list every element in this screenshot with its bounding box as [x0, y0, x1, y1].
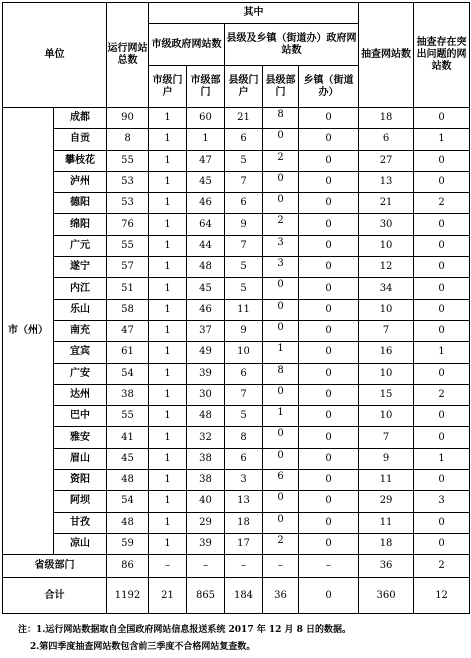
value-cell: 1	[149, 171, 187, 192]
header-county-portal: 县级门户	[225, 66, 263, 108]
value-cell: 47	[107, 320, 149, 341]
row-label: 省级部门	[3, 555, 107, 578]
city-name: 宜宾	[54, 342, 107, 363]
value-cell: 3	[263, 257, 299, 278]
value-cell: 0	[299, 108, 359, 129]
value-cell: –	[149, 555, 187, 578]
value-cell: 55	[107, 406, 149, 427]
value-cell: 1	[149, 214, 187, 235]
value-cell: 2	[263, 533, 299, 554]
city-name: 凉山	[54, 533, 107, 554]
value-cell: 1	[149, 235, 187, 256]
value-cell: 58	[107, 299, 149, 320]
value-cell: 18	[359, 533, 414, 554]
value-cell: 0	[263, 129, 299, 150]
table-row	[3, 278, 470, 299]
value-cell: 0	[299, 171, 359, 192]
city-name: 德阳	[54, 193, 107, 214]
value-cell: 54	[107, 363, 149, 384]
value-cell: 48	[187, 406, 225, 427]
table-body	[3, 108, 470, 614]
value-cell: 1	[149, 491, 187, 512]
city-name: 达州	[54, 384, 107, 405]
value-cell: 360	[359, 578, 414, 614]
city-name: 成都	[54, 108, 107, 129]
value-cell: 9	[225, 214, 263, 235]
value-cell: 55	[107, 150, 149, 171]
value-cell: 29	[187, 512, 225, 533]
value-cell: 0	[299, 470, 359, 491]
value-cell: 1	[149, 406, 187, 427]
city-name: 资阳	[54, 470, 107, 491]
value-cell: 18	[225, 512, 263, 533]
value-cell: 0	[263, 299, 299, 320]
table-row	[3, 171, 470, 192]
value-cell: 29	[359, 491, 414, 512]
value-cell: 1	[149, 384, 187, 405]
value-cell: 48	[107, 512, 149, 533]
value-cell: 1	[414, 129, 470, 150]
value-cell: 0	[263, 512, 299, 533]
value-cell: 0	[414, 108, 470, 129]
value-cell: 0	[299, 299, 359, 320]
value-cell: 1	[149, 470, 187, 491]
value-cell: 30	[187, 384, 225, 405]
value-cell: 0	[263, 171, 299, 192]
value-cell: 5	[225, 257, 263, 278]
value-cell: –	[299, 555, 359, 578]
value-cell: 10	[359, 299, 414, 320]
table-row	[3, 512, 470, 533]
value-cell: 5	[225, 150, 263, 171]
group-label-city-prefecture: 市（州）	[3, 108, 54, 555]
city-name: 攀枝花	[54, 150, 107, 171]
value-cell: 2	[263, 150, 299, 171]
value-cell: 37	[187, 320, 225, 341]
value-cell: –	[263, 555, 299, 578]
value-cell: 7	[359, 320, 414, 341]
city-name: 广元	[54, 235, 107, 256]
value-cell: 0	[299, 363, 359, 384]
value-cell: 0	[414, 363, 470, 384]
header-total-sites: 运行网站总数	[107, 3, 149, 108]
value-cell: 2	[263, 214, 299, 235]
value-cell: 1	[414, 448, 470, 469]
value-cell: 21	[225, 108, 263, 129]
value-cell: 0	[414, 512, 470, 533]
value-cell: 1	[149, 257, 187, 278]
value-cell: 16	[359, 342, 414, 363]
row-label: 合计	[3, 578, 107, 614]
value-cell: 44	[187, 235, 225, 256]
table-row	[3, 470, 470, 491]
value-cell: 7	[225, 235, 263, 256]
value-cell: 39	[187, 363, 225, 384]
value-cell: 0	[263, 448, 299, 469]
value-cell: 5	[225, 406, 263, 427]
value-cell: 1	[149, 342, 187, 363]
value-cell: 32	[187, 427, 225, 448]
city-name: 乐山	[54, 299, 107, 320]
value-cell: 36	[359, 555, 414, 578]
value-cell: 8	[225, 427, 263, 448]
value-cell: 13	[359, 171, 414, 192]
value-cell: 0	[299, 491, 359, 512]
table-row	[3, 320, 470, 341]
value-cell: 30	[359, 214, 414, 235]
value-cell: 15	[359, 384, 414, 405]
value-cell: 45	[107, 448, 149, 469]
value-cell: 3	[225, 470, 263, 491]
value-cell: 38	[187, 448, 225, 469]
value-cell: 0	[414, 299, 470, 320]
value-cell: 21	[359, 193, 414, 214]
value-cell: 0	[263, 320, 299, 341]
value-cell: 57	[107, 257, 149, 278]
value-cell: 0	[263, 427, 299, 448]
value-cell: 0	[414, 257, 470, 278]
value-cell: 0	[414, 320, 470, 341]
value-cell: 18	[359, 108, 414, 129]
value-cell: 5	[225, 278, 263, 299]
header-county-dept: 县级部门	[263, 66, 299, 108]
value-cell: 60	[187, 108, 225, 129]
website-statistics-table	[2, 2, 470, 614]
value-cell: 0	[299, 150, 359, 171]
table-row	[3, 108, 470, 129]
total-row	[3, 578, 470, 614]
header-of-which: 其中	[149, 3, 359, 24]
value-cell: 0	[299, 578, 359, 614]
value-cell: 17	[225, 533, 263, 554]
city-name: 雅安	[54, 427, 107, 448]
value-cell: 0	[299, 427, 359, 448]
city-name: 遂宁	[54, 257, 107, 278]
value-cell: 8	[263, 108, 299, 129]
value-cell: 1	[187, 129, 225, 150]
header-unit: 单位	[3, 3, 107, 108]
city-name: 南充	[54, 320, 107, 341]
value-cell: 1	[149, 193, 187, 214]
table-row	[3, 363, 470, 384]
header-problem-sites: 抽查存在突出问题的网站数	[414, 3, 470, 108]
value-cell: 27	[359, 150, 414, 171]
value-cell: 0	[263, 278, 299, 299]
value-cell: 12	[359, 257, 414, 278]
value-cell: 8	[263, 363, 299, 384]
value-cell: 47	[187, 150, 225, 171]
table-row	[3, 214, 470, 235]
table-row	[3, 342, 470, 363]
city-name: 眉山	[54, 448, 107, 469]
value-cell: 36	[263, 578, 299, 614]
table-row	[3, 299, 470, 320]
value-cell: 0	[414, 470, 470, 491]
value-cell: 48	[107, 470, 149, 491]
value-cell: 21	[149, 578, 187, 614]
value-cell: 12	[414, 578, 470, 614]
value-cell: 41	[107, 427, 149, 448]
value-cell: 38	[107, 384, 149, 405]
table-row	[3, 150, 470, 171]
value-cell: 1	[149, 129, 187, 150]
value-cell: 0	[299, 235, 359, 256]
value-cell: 48	[187, 257, 225, 278]
table-row	[3, 129, 470, 150]
value-cell: 0	[299, 257, 359, 278]
value-cell: 2	[414, 384, 470, 405]
table-row	[3, 533, 470, 554]
value-cell: 3	[263, 235, 299, 256]
value-cell: 0	[414, 406, 470, 427]
header-city-sites: 市级政府网站数	[149, 24, 225, 66]
city-name: 绵阳	[54, 214, 107, 235]
value-cell: 865	[187, 578, 225, 614]
value-cell: 1	[149, 533, 187, 554]
header-city-portal: 市级门户	[149, 66, 187, 108]
value-cell: 2	[414, 193, 470, 214]
provincial-row	[3, 555, 470, 578]
value-cell: 1192	[107, 578, 149, 614]
value-cell: 45	[187, 278, 225, 299]
value-cell: 40	[187, 491, 225, 512]
table-row	[3, 406, 470, 427]
value-cell: 0	[263, 384, 299, 405]
table-row	[3, 193, 470, 214]
table-row	[3, 448, 470, 469]
value-cell: 61	[107, 342, 149, 363]
value-cell: 0	[299, 533, 359, 554]
value-cell: 1	[149, 150, 187, 171]
header-city-dept: 市级部门	[187, 66, 225, 108]
value-cell: 46	[187, 193, 225, 214]
value-cell: 0	[414, 214, 470, 235]
value-cell: 0	[263, 193, 299, 214]
value-cell: 53	[107, 193, 149, 214]
value-cell: 1	[414, 342, 470, 363]
value-cell: 0	[299, 448, 359, 469]
value-cell: 1	[149, 278, 187, 299]
value-cell: –	[225, 555, 263, 578]
value-cell: 9	[359, 448, 414, 469]
value-cell: 7	[359, 427, 414, 448]
city-name: 自贡	[54, 129, 107, 150]
value-cell: 0	[299, 129, 359, 150]
table-row	[3, 427, 470, 448]
value-cell: 1	[149, 448, 187, 469]
value-cell: 1	[149, 299, 187, 320]
value-cell: 76	[107, 214, 149, 235]
value-cell: 3	[414, 491, 470, 512]
header-township: 乡镇（街道办）	[299, 66, 359, 108]
value-cell: 34	[359, 278, 414, 299]
value-cell: 1	[149, 108, 187, 129]
city-name: 甘孜	[54, 512, 107, 533]
table-row	[3, 257, 470, 278]
footnotes	[18, 622, 463, 656]
value-cell: 1	[263, 406, 299, 427]
value-cell: 86	[107, 555, 149, 578]
value-cell: 0	[263, 491, 299, 512]
value-cell: 45	[187, 171, 225, 192]
value-cell: 2	[414, 555, 470, 578]
value-cell: 0	[299, 278, 359, 299]
value-cell: 38	[187, 470, 225, 491]
value-cell: 0	[299, 406, 359, 427]
city-name: 内江	[54, 278, 107, 299]
value-cell: 49	[187, 342, 225, 363]
value-cell: 11	[225, 299, 263, 320]
value-cell: 53	[107, 171, 149, 192]
city-name: 泸州	[54, 171, 107, 192]
value-cell: 0	[299, 193, 359, 214]
value-cell: –	[187, 555, 225, 578]
value-cell: 1	[149, 320, 187, 341]
value-cell: 6	[225, 129, 263, 150]
table-row	[3, 235, 470, 256]
value-cell: 0	[414, 235, 470, 256]
value-cell: 64	[187, 214, 225, 235]
value-cell: 1	[149, 427, 187, 448]
city-name: 巴中	[54, 406, 107, 427]
value-cell: 0	[299, 214, 359, 235]
value-cell: 1	[149, 363, 187, 384]
header-county-sites: 县级及乡镇（街道办）政府网站数	[225, 24, 359, 66]
value-cell: 0	[299, 512, 359, 533]
value-cell: 6	[225, 448, 263, 469]
value-cell: 0	[414, 278, 470, 299]
value-cell: 10	[359, 363, 414, 384]
value-cell: 7	[225, 384, 263, 405]
city-name: 阿坝	[54, 491, 107, 512]
value-cell: 54	[107, 491, 149, 512]
value-cell: 0	[414, 171, 470, 192]
value-cell: 9	[225, 320, 263, 341]
value-cell: 46	[187, 299, 225, 320]
city-name: 广安	[54, 363, 107, 384]
value-cell: 59	[107, 533, 149, 554]
value-cell: 0	[299, 320, 359, 341]
value-cell: 7	[225, 171, 263, 192]
value-cell: 184	[225, 578, 263, 614]
value-cell: 39	[187, 533, 225, 554]
value-cell: 1	[149, 512, 187, 533]
header-sampled: 抽查网站数	[359, 3, 414, 108]
value-cell: 6	[263, 470, 299, 491]
footnote-1: 注：1.运行网站数据取自全国政府网站信息报送系统 2017 年 12 月 8 日的数据。	[18, 625, 352, 635]
value-cell: 0	[299, 342, 359, 363]
table-row	[3, 491, 470, 512]
value-cell: 11	[359, 470, 414, 491]
value-cell: 10	[225, 342, 263, 363]
value-cell: 6	[225, 363, 263, 384]
table-row	[3, 384, 470, 405]
value-cell: 1	[263, 342, 299, 363]
value-cell: 6	[225, 193, 263, 214]
footnote-2: 2.第四季度抽查网站数包含前三季度不合格网站复查数。	[30, 642, 256, 652]
value-cell: 10	[359, 235, 414, 256]
value-cell: 0	[299, 384, 359, 405]
value-cell: 13	[225, 491, 263, 512]
value-cell: 0	[414, 427, 470, 448]
value-cell: 0	[414, 150, 470, 171]
value-cell: 0	[414, 533, 470, 554]
value-cell: 6	[359, 129, 414, 150]
value-cell: 90	[107, 108, 149, 129]
value-cell: 11	[359, 512, 414, 533]
value-cell: 51	[107, 278, 149, 299]
value-cell: 8	[107, 129, 149, 150]
value-cell: 10	[359, 406, 414, 427]
value-cell: 55	[107, 235, 149, 256]
